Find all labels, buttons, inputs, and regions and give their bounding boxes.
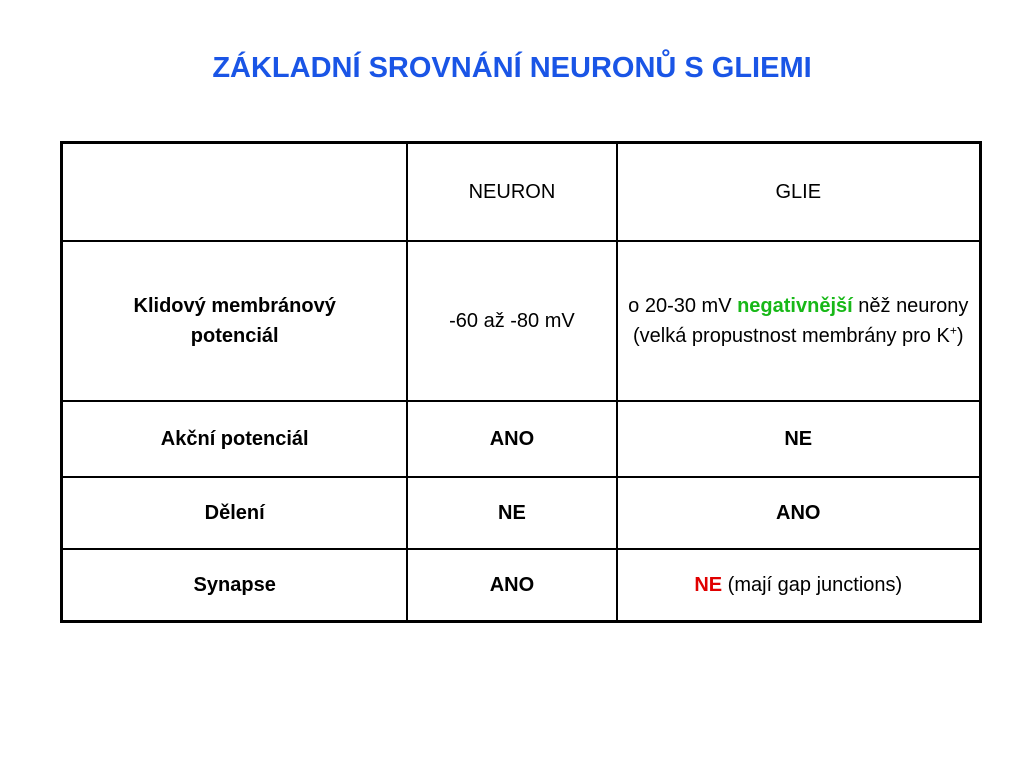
header-glie: GLIE — [617, 143, 981, 242]
glie-text-end: ) — [956, 325, 964, 347]
table-row-synapse — [62, 549, 981, 622]
cell-glie-resting-potential — [617, 241, 981, 401]
comparison-table — [60, 141, 982, 623]
cell-neuron-division: NE — [407, 477, 616, 549]
cell-glie-synapse — [617, 549, 981, 622]
table-row-division — [62, 477, 981, 549]
cell-neuron-resting-potential: -60 až -80 mV — [407, 241, 616, 401]
glie-text-pre: o 20-30 mV — [628, 295, 738, 317]
glie-text-sup: + — [949, 323, 957, 338]
glie-text-post: něž neurony (velká propustnost membrány pro K — [633, 295, 969, 347]
row-label-division: Dělení — [62, 477, 408, 549]
cell-glie-division: ANO — [617, 477, 981, 549]
row-label-text: Klidový membránový potenciál — [133, 295, 336, 347]
page-title: ZÁKLADNÍ SROVNÁNÍ NEURONŮ S GLIEMI — [212, 52, 812, 84]
row-label-resting-potential — [62, 241, 408, 401]
table-header-row — [62, 143, 981, 242]
glie-synapse-note: (mají gap junctions) — [722, 574, 903, 596]
header-neuron: NEURON — [407, 143, 616, 242]
cell-neuron-action-potential: ANO — [407, 401, 616, 477]
cell-neuron-synapse: ANO — [407, 549, 616, 622]
table-row-resting-potential — [62, 241, 981, 401]
row-label-action-potential: Akční potenciál — [62, 401, 408, 477]
row-label-synapse: Synapse — [62, 549, 408, 622]
header-empty-cell — [62, 143, 408, 242]
cell-glie-action-potential: NE — [617, 401, 981, 477]
glie-text-highlight: negativnější — [737, 295, 853, 317]
glie-synapse-highlight: NE — [694, 574, 723, 596]
table-row-action-potential — [62, 401, 981, 477]
